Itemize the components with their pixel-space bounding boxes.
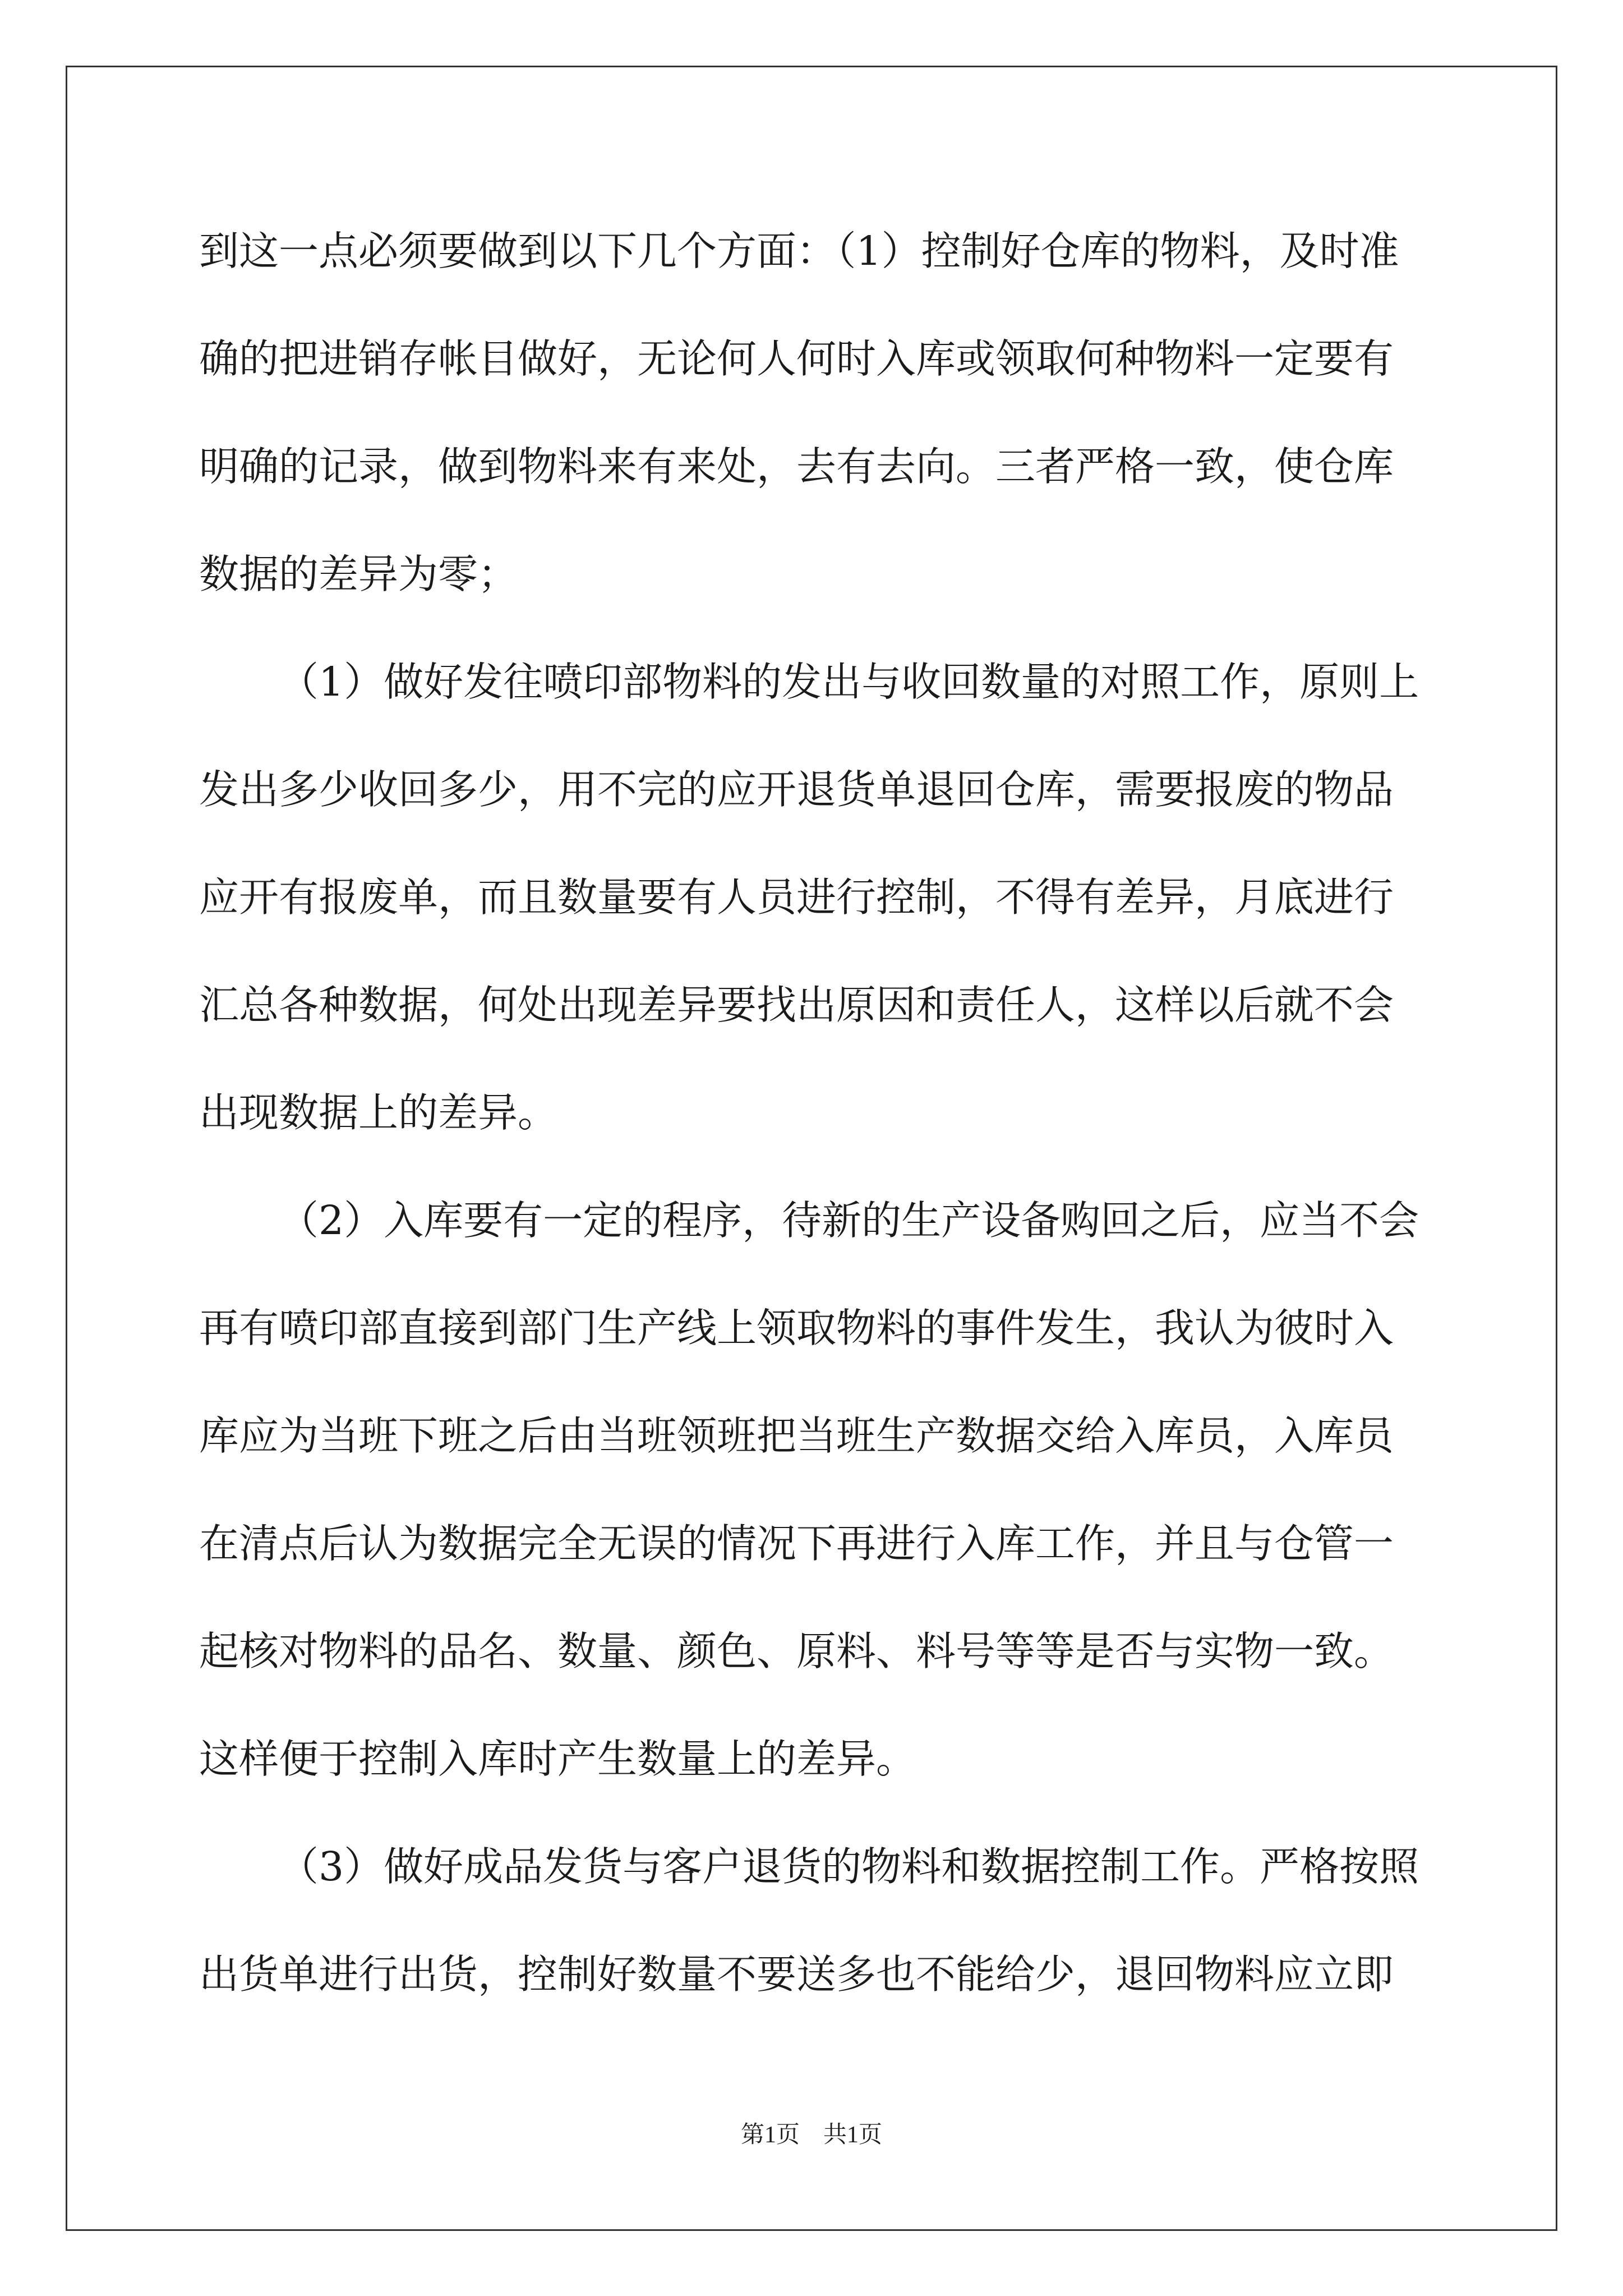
text-line: 明确的记录，做到物料来有来处，去有去向。三者严格一致，使仓库: [199, 443, 1394, 490]
text-line: 汇总各种数据，何处出现差异要找出原因和责任人，这样以后就不会: [199, 982, 1394, 1028]
paragraph-first-line: （2）入库要有一定的程序，待新的生产设备购回之后，应当不会: [279, 1197, 1419, 1244]
text-line: 数据的差异为零；: [199, 551, 518, 597]
text-line: 再有喷印部直接到部门生产线上领取物料的事件发生，我认为彼时入: [199, 1305, 1394, 1351]
paragraph-first-line: （1）做好发往喷印部物料的发出与收回数量的对照工作，原则上: [279, 659, 1419, 705]
text-line: 到这一点必须要做到以下几个方面：（1）控制好仓库的物料，及时准: [199, 228, 1399, 274]
text-line: 在清点后认为数据完全无误的情况下再进行入库工作，并且与仓管一: [199, 1520, 1394, 1567]
text-line: 确的把进销存帐目做好，无论何人何时入库或领取何种物料一定要有: [199, 335, 1394, 382]
text-line: 出现数据上的差异。: [199, 1089, 558, 1136]
text-line: 这样便于控制入库时产生数量上的差异。: [199, 1736, 916, 1782]
text-line: 库应为当班下班之后由当班领班把当班生产数据交给入库员，入库员: [199, 1412, 1394, 1459]
text-line: 应开有报废单，而且数量要有人员进行控制，不得有差异，月底进行: [199, 874, 1394, 921]
text-line: 起核对物料的品名、数量、颜色、原料、料号等等是否与实物一致。: [199, 1628, 1394, 1674]
document-body: [199, 210, 1427, 2041]
paragraph-first-line: （3）做好成品发货与客户退货的物料和数据控制工作。严格按照: [279, 1843, 1419, 1890]
text-line: 发出多少收回多少，用不完的应开退货单退回仓库，需要报废的物品: [199, 766, 1394, 813]
page-footer: 第1页 共1页: [740, 2122, 882, 2148]
text-line: 出货单进行出货，控制好数量不要送多也不能给少，退回物料应立即: [199, 1951, 1394, 1998]
